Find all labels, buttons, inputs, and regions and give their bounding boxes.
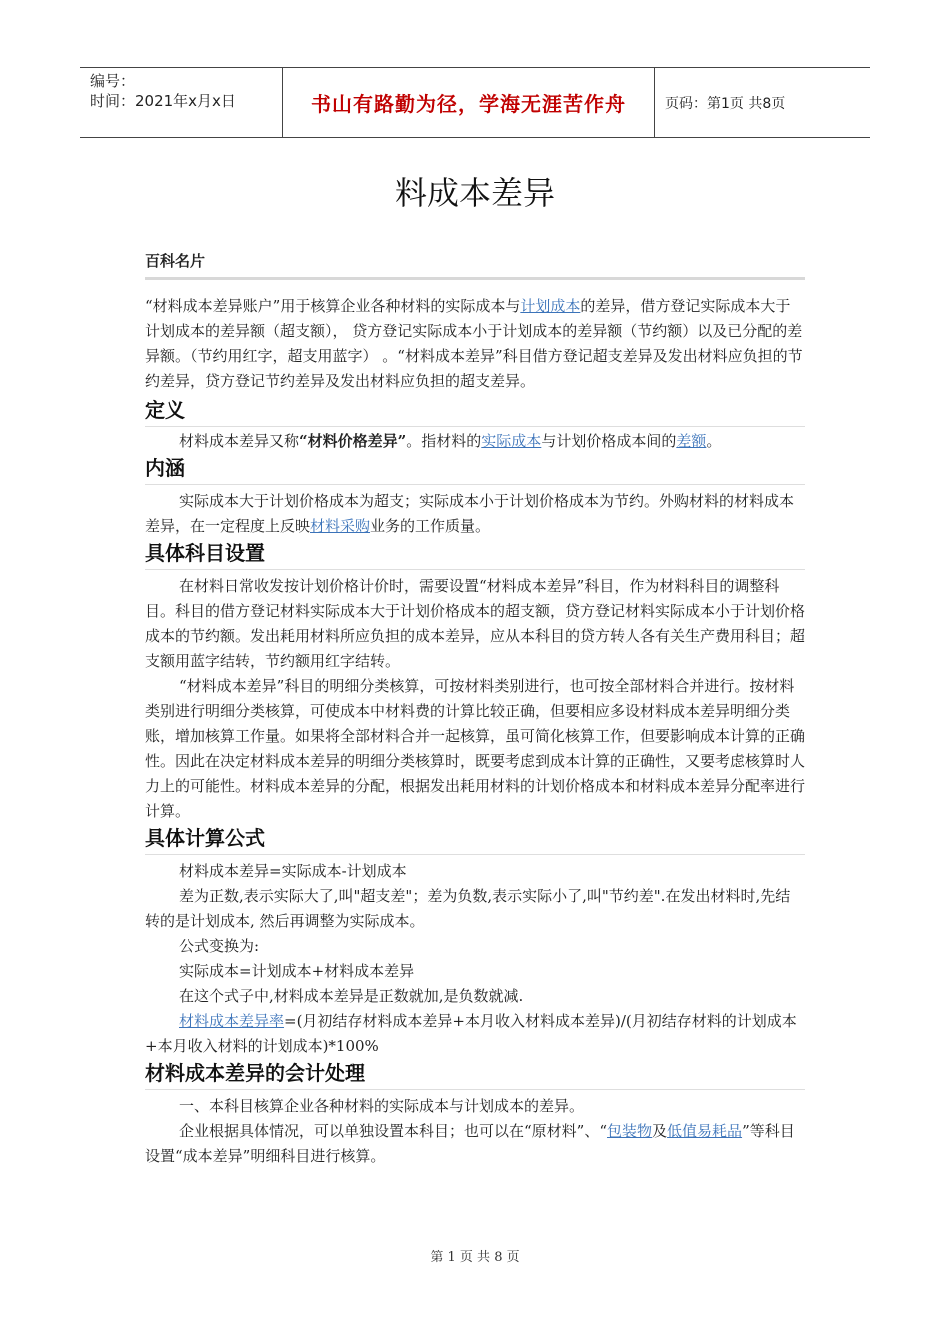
header-meta xyxy=(80,68,282,137)
accounting-paragraph-1: 一、本科目核算企业各种材料的实际成本与计划成本的差异。 xyxy=(179,1097,585,1115)
formula-line-2: 差为正数,表示实际大了,叫"超支差"；差为负数,表示实际小了,叫"节约差".在发出材料时,先结转的是计划成本, 然后再调整为实际成本。 xyxy=(145,887,791,930)
link-difference[interactable]: 差额 xyxy=(676,432,707,450)
page-title: 料成本差异 xyxy=(394,174,555,212)
accounting-text-2: 及 xyxy=(652,1122,668,1140)
heading-accounting: 材料成本差异的会计处理 xyxy=(145,1059,805,1090)
accounting-text-3: ”等科目设置“成本差异”明细科目进行核算。 xyxy=(145,1122,795,1165)
connotation-text: 实际成本大于计划价格成本为超支；实际成本小于计划价格成本为节约。外购材料的材料成本差异，在一定程度上反映 xyxy=(145,492,795,535)
formula-line-4: 实际成本=计划成本+材料成本差异 xyxy=(179,962,415,980)
accounting-text: 企业根据具体情况，可以单独设置本科目；也可以在“原材料”、“ xyxy=(179,1122,608,1140)
setup-paragraph-1: 在材料日常收发按计划价格计价时，需要设置“材料成本差异”科目，作为材料科目的调整科目。科目的借方登记材料实际成本大于计划价格成本的超支额，贷方登记材料实际成本小于计划价格成本的节约额。发出耗用材料所应负担的成本差异，应从本科目的贷方转人各有关生产费用科目；超支额用蓝字结转，节约额用红字结转。 xyxy=(145,577,806,670)
page-header xyxy=(80,67,870,138)
heading-definition: 定义 xyxy=(145,396,805,427)
accounting-paragraph-2 xyxy=(145,1119,805,1169)
page-footer: 第 1 页 共 8 页 xyxy=(430,1250,520,1265)
definition-text-2: 。指材料的 xyxy=(406,432,482,450)
link-plan-cost[interactable]: 计划成本 xyxy=(520,297,581,315)
connotation-paragraph xyxy=(145,489,805,539)
heading-connotation: 内涵 xyxy=(145,454,805,485)
intro-text: “材料成本差异账户”用于核算企业各种材料的实际成本与 xyxy=(145,297,521,315)
definition-text-4: 。 xyxy=(706,432,722,450)
intro-paragraph xyxy=(145,294,805,394)
link-packaging[interactable]: 包装物 xyxy=(607,1122,653,1140)
article-body xyxy=(145,250,805,1169)
definition-text-3: 与计划价格成本间的 xyxy=(541,432,677,450)
definition-text: 材料成本差异又称 xyxy=(179,432,300,450)
formula-line-6 xyxy=(145,1009,805,1059)
connotation-text-2: 业务的工作质量。 xyxy=(370,517,491,535)
heading-formula: 具体计算公式 xyxy=(145,824,805,855)
header-page-info: 页码：第1页 共8页 xyxy=(665,95,786,112)
formula-rate-text: =(月初结存材料成本差异+本月收入材料成本差异)/(月初结存材料的计划成本+本月收入材料的计划成本)*100% xyxy=(145,1012,797,1055)
link-low-value-consumables[interactable]: 低值易耗品 xyxy=(667,1122,743,1140)
formula-line-5: 在这个式子中,材料成本差异是正数就加,是负数就减. xyxy=(179,987,524,1005)
header-motto: 书山有路勤为径，学海无涯苦作舟 xyxy=(282,68,655,137)
definition-bold-term: “材料价格差异” xyxy=(299,432,407,450)
link-material-purchase[interactable]: 材料采购 xyxy=(310,517,371,535)
link-actual-cost[interactable]: 实际成本 xyxy=(481,432,542,450)
intro-text-rest: 的差异，借方登记实际成本大于计划成本的差异额（超支额）， 贷方登记实际成本小于计划成本的差异额（节约额）以及已分配的差异额。（节约用红字，超支用蓝字） 。“材料成本差异”科目借方登记超支差异及发出材料应负担的节约差异，贷方登记节约差异及发出材料应负担的超支差异。 xyxy=(145,297,803,390)
baike-card-label: 百科名片 xyxy=(145,250,805,280)
link-variance-rate[interactable]: 材料成本差异率 xyxy=(179,1012,285,1030)
document-number-label: 编号： xyxy=(90,72,136,90)
heading-account-setup: 具体科目设置 xyxy=(145,539,805,570)
document-date: 时间：2021年x月x日 xyxy=(90,92,236,110)
formula-line-3: 公式变换为: xyxy=(179,937,260,955)
formula-line-1: 材料成本差异=实际成本-计划成本 xyxy=(179,862,407,880)
definition-paragraph xyxy=(145,429,805,454)
setup-paragraph-2: “材料成本差异”科目的明细分类核算，可按材料类别进行，也可按全部材料合并进行。按材料类别进行明细分类核算，可使成本中材料费的计算比较正确，但要相应多设材料成本差异明细分类账，增加核算工作量。如果将全部材料合并一起核算，虽可简化核算工作，但要影响成本计算的正确性。因此在决定材料成本差异的明细分类核算时，既要考虑到成本计算的正确性，又要考虑核算时人力上的可能性。材料成本差异的分配，根据发出耗用材料的计划价格成本和材料成本差异分配率进行计算。 xyxy=(145,677,806,820)
